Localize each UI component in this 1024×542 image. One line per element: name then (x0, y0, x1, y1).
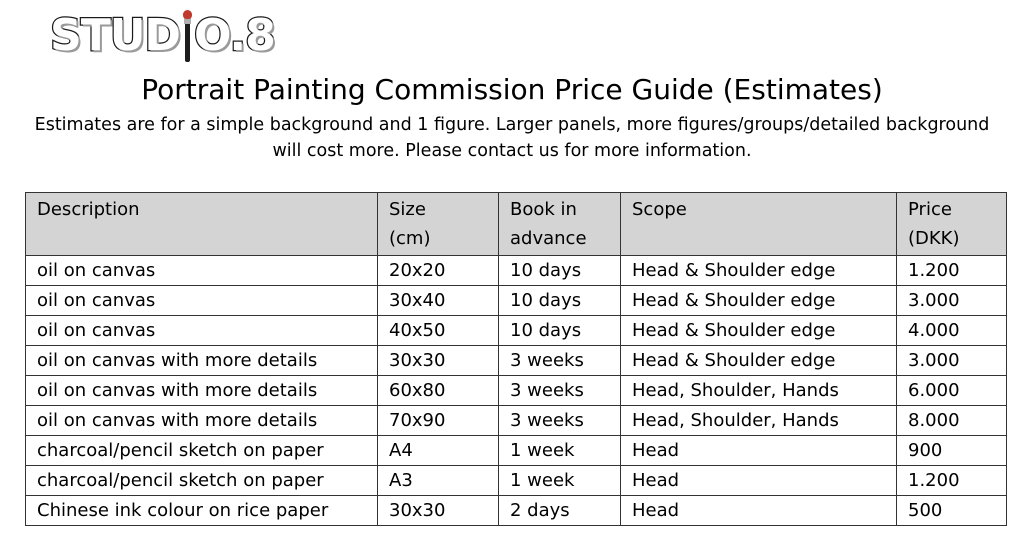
cell-book-in-advance: 10 days (499, 316, 621, 346)
cell-size: 30x30 (378, 496, 499, 526)
cell-price: 1.200 (897, 466, 1007, 496)
cell-scope: Head, Shoulder, Hands (621, 406, 897, 436)
cell-price: 1.200 (897, 256, 1007, 286)
cell-description: oil on canvas with more details (26, 376, 378, 406)
cell-size: A3 (378, 466, 499, 496)
cell-size: 30x40 (378, 286, 499, 316)
price-table (25, 192, 1007, 526)
cell-price: 8.000 (897, 406, 1007, 436)
cell-price: 500 (897, 496, 1007, 526)
header-price-label: Price (908, 199, 952, 220)
table-row (26, 406, 1007, 436)
cell-scope: Head (621, 466, 897, 496)
cell-size: 30x30 (378, 346, 499, 376)
cell-price: 4.000 (897, 316, 1007, 346)
cell-scope: Head, Shoulder, Hands (621, 376, 897, 406)
cell-price: 900 (897, 436, 1007, 466)
cell-book-in-advance: 10 days (499, 256, 621, 286)
cell-book-in-advance: 2 days (499, 496, 621, 526)
page-subtitle: Estimates are for a simple background and 1 figure. Larger panels, more figures/groups/detailed background will cost more. Please contact us for more information. (34, 115, 990, 161)
cell-book-in-advance: 1 week (499, 436, 621, 466)
header-scope (621, 193, 897, 256)
cell-scope: Head & Shoulder edge (621, 286, 897, 316)
header-size-unit: (cm) (389, 228, 431, 249)
header-book-label-1: Book in (510, 199, 577, 220)
cell-description: oil on canvas (26, 256, 378, 286)
paintbrush-icon (181, 10, 193, 62)
header-book-label-2: advance (510, 228, 587, 249)
cell-scope: Head & Shoulder edge (621, 346, 897, 376)
header-price-unit: (DKK) (908, 228, 960, 249)
table-row (26, 376, 1007, 406)
table-row (26, 286, 1007, 316)
cell-scope: Head (621, 496, 897, 526)
logo-text-start: STUD (50, 10, 180, 61)
cell-scope: Head & Shoulder edge (621, 256, 897, 286)
table-row (26, 346, 1007, 376)
header-description (26, 193, 378, 256)
cell-size: 70x90 (378, 406, 499, 436)
cell-description: charcoal/pencil sketch on paper (26, 436, 378, 466)
cell-price: 6.000 (897, 376, 1007, 406)
cell-size: 60x80 (378, 376, 499, 406)
cell-book-in-advance: 3 weeks (499, 376, 621, 406)
header-description-label: Description (37, 199, 140, 220)
cell-size: 20x20 (378, 256, 499, 286)
header-size (378, 193, 499, 256)
cell-scope: Head (621, 436, 897, 466)
cell-book-in-advance: 3 weeks (499, 346, 621, 376)
cell-description: oil on canvas with more details (26, 406, 378, 436)
cell-book-in-advance: 3 weeks (499, 406, 621, 436)
cell-price: 3.000 (897, 346, 1007, 376)
studio8-logo (50, 10, 275, 62)
header-book (499, 193, 621, 256)
cell-description: charcoal/pencil sketch on paper (26, 466, 378, 496)
cell-book-in-advance: 10 days (499, 286, 621, 316)
logo-text-end: O.8 (193, 10, 275, 61)
cell-description: oil on canvas (26, 286, 378, 316)
cell-size: 40x50 (378, 316, 499, 346)
cell-book-in-advance: 1 week (499, 466, 621, 496)
cell-description: oil on canvas (26, 316, 378, 346)
page-title: Portrait Painting Commission Price Guide (Estimates) (141, 73, 883, 106)
cell-price: 3.000 (897, 286, 1007, 316)
cell-description: oil on canvas with more details (26, 346, 378, 376)
cell-size: A4 (378, 436, 499, 466)
table-header-row (26, 193, 1007, 256)
cell-scope: Head & Shoulder edge (621, 316, 897, 346)
header-price (897, 193, 1007, 256)
cell-description: Chinese ink colour on rice paper (26, 496, 378, 526)
table-row (26, 256, 1007, 286)
table-row (26, 316, 1007, 346)
header-scope-label: Scope (632, 199, 687, 220)
header-size-label: Size (389, 199, 426, 220)
table-row (26, 466, 1007, 496)
table-row (26, 436, 1007, 466)
table-row (26, 496, 1007, 526)
